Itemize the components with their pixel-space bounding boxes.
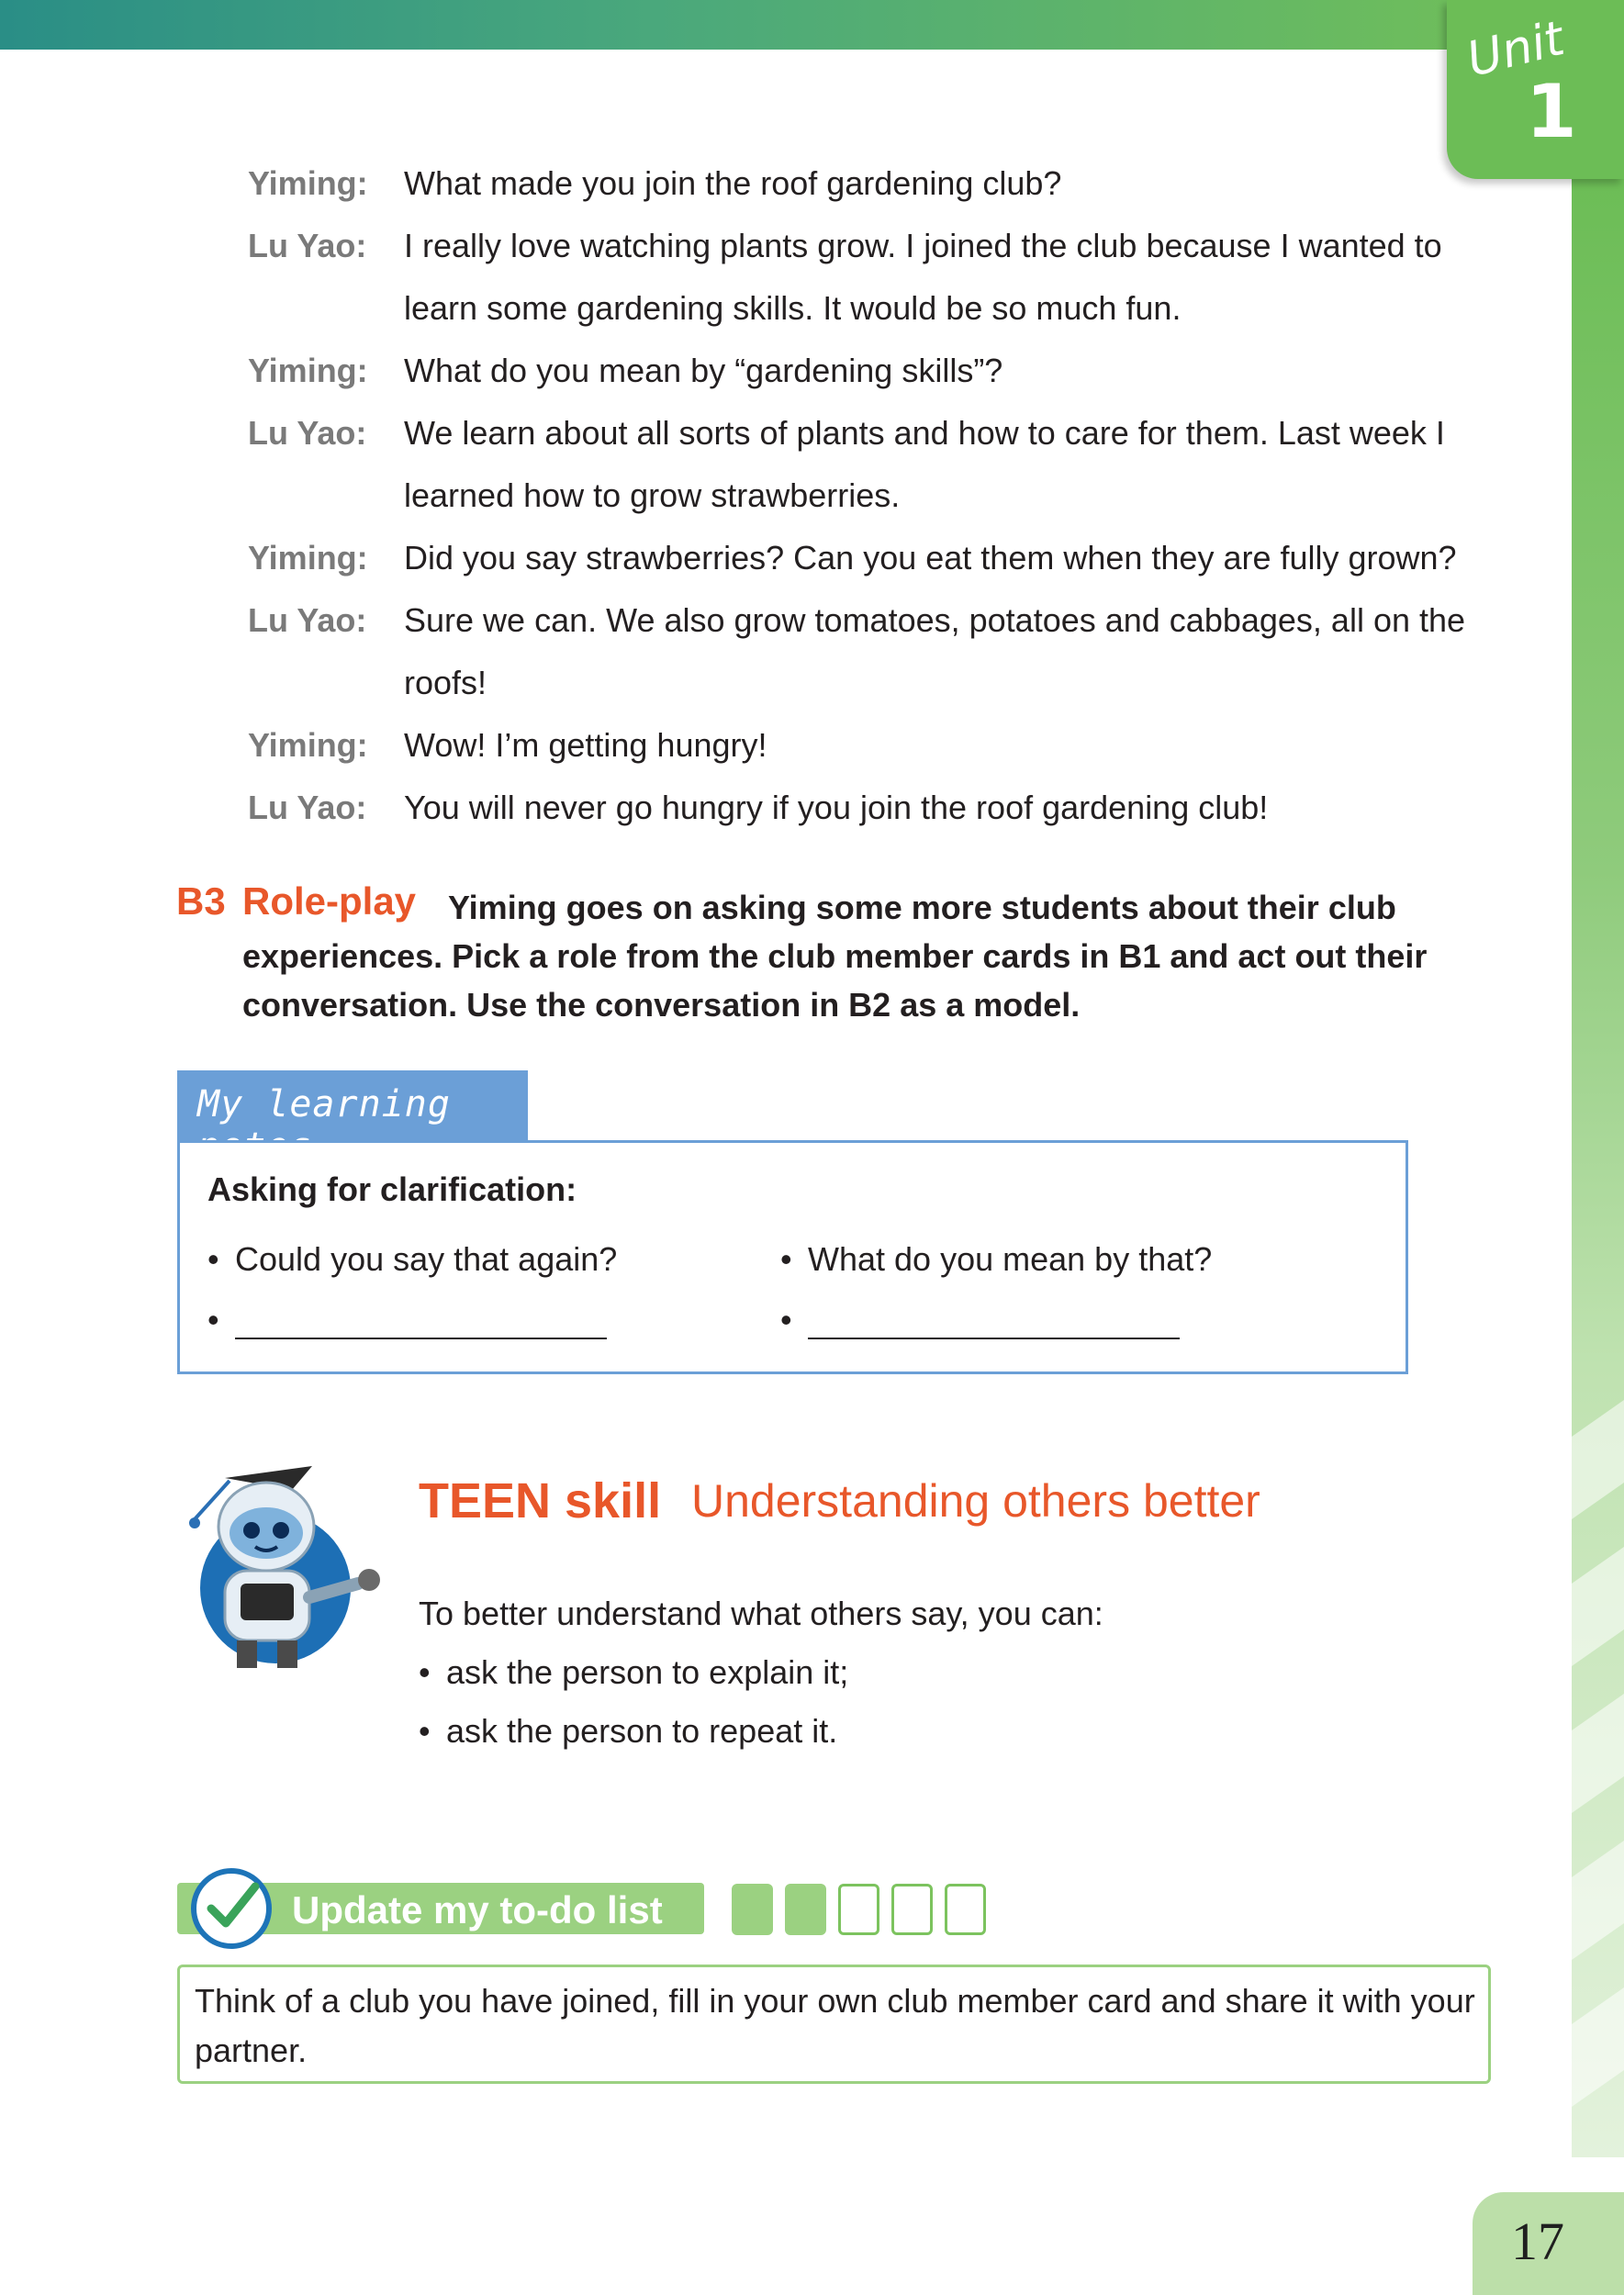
progress-box xyxy=(945,1884,986,1935)
speech-text: We learn about all sorts of plants and how to care for them. Last week I learned how to grow strawberries. xyxy=(404,414,1445,514)
dialogue-line xyxy=(248,527,1515,589)
bullet: • xyxy=(419,1653,431,1691)
bullet: • xyxy=(207,1301,219,1338)
page-number: 17 xyxy=(1511,2211,1564,2271)
strip-band xyxy=(1572,1841,1624,1960)
todo-box xyxy=(177,1965,1491,2084)
note-text: What do you mean by that? xyxy=(808,1240,1213,1278)
speaker-name: Yiming: xyxy=(248,352,368,389)
note-blank-item xyxy=(780,1301,1180,1339)
check-circle-icon xyxy=(191,1868,272,1949)
note-text: Could you say that again? xyxy=(235,1240,618,1278)
teen-skill-item xyxy=(419,1712,837,1751)
dialogue-line xyxy=(248,152,1515,215)
dialogue-line xyxy=(248,215,1515,340)
teen-skill-item xyxy=(419,1653,848,1692)
note-blank-item xyxy=(207,1301,607,1339)
speech-text: You will never go hungry if you join the roof gardening club! xyxy=(404,789,1269,826)
learning-notes-box xyxy=(177,1140,1408,1374)
blank-line[interactable] xyxy=(808,1310,1180,1339)
learning-notes-tab xyxy=(177,1070,528,1168)
dialogue-line xyxy=(248,402,1515,527)
speech-text: Did you say strawberries? Can you eat them when they are fully grown? xyxy=(404,539,1457,577)
b3-instruction: Yiming goes on asking some more students about their club experiences. Pick a role from the club member cards in B1 and act out their conversation. Use the conversation in B2 as a model. xyxy=(242,889,1428,1024)
progress-box xyxy=(732,1884,773,1935)
speaker-name: Yiming: xyxy=(248,164,368,202)
bullet: • xyxy=(419,1712,431,1750)
side-decoration-strip xyxy=(1572,179,1624,2157)
unit-label: Unit xyxy=(1462,11,1570,88)
dialogue-line xyxy=(248,714,1515,777)
teen-skill-intro: To better understand what others say, you can: xyxy=(419,1595,1103,1632)
progress-box xyxy=(785,1884,826,1935)
blank-line[interactable] xyxy=(235,1310,607,1339)
speech-text: What do you mean by “gardening skills”? xyxy=(404,352,1003,389)
notes-heading: Asking for clarification: xyxy=(207,1170,577,1208)
b3-title: Role-play xyxy=(242,879,417,923)
unit-number: 1 xyxy=(1526,69,1577,154)
note-item xyxy=(780,1240,1212,1279)
bullet: • xyxy=(780,1240,792,1278)
speaker-name: Yiming: xyxy=(248,726,368,764)
strip-band xyxy=(1572,1694,1624,1813)
teen-skill-label: TEEN skill xyxy=(419,1473,662,1528)
top-gradient-bar xyxy=(0,0,1450,50)
strip-band xyxy=(1572,1400,1624,1519)
teen-skill-title: Understanding others better xyxy=(691,1475,1260,1527)
bullet: • xyxy=(207,1240,219,1278)
speaker-name: Lu Yao: xyxy=(248,601,367,639)
strip-band xyxy=(1572,1987,1624,2107)
teen-skill-item-text: ask the person to explain it; xyxy=(446,1653,849,1691)
speaker-name: Lu Yao: xyxy=(248,789,367,826)
speaker-name: Lu Yao: xyxy=(248,227,367,264)
progress-box xyxy=(891,1884,933,1935)
speech-text: I really love watching plants grow. I joined the club because I wanted to learn some gardening skills. It would be so much fun. xyxy=(404,227,1442,327)
page-number-tab xyxy=(1473,2192,1624,2295)
dialogue xyxy=(248,152,1515,839)
progress-box xyxy=(838,1884,879,1935)
todo-title: Update my to-do list xyxy=(292,1888,663,1931)
todo-text: Think of a club you have joined, fill in your own club member card and share it with your partner. xyxy=(195,1982,1475,2069)
strip-band xyxy=(1572,1547,1624,1666)
dialogue-line xyxy=(248,340,1515,402)
speaker-name: Lu Yao: xyxy=(248,414,367,452)
speech-text: Sure we can. We also grow tomatoes, potatoes and cabbages, all on the roofs! xyxy=(404,601,1466,701)
dialogue-line xyxy=(248,589,1515,714)
speech-text: What made you join the roof gardening club? xyxy=(404,164,1062,202)
learning-notes-label: My learning notes xyxy=(197,1083,451,1168)
dialogue-line xyxy=(248,777,1515,839)
b3-code: B3 xyxy=(176,879,226,923)
teen-skill-item-text: ask the person to repeat it. xyxy=(446,1712,838,1750)
bullet: • xyxy=(780,1301,792,1338)
speech-text: Wow! I’m getting hungry! xyxy=(404,726,767,764)
speaker-name: Yiming: xyxy=(248,539,368,577)
note-item xyxy=(207,1240,617,1279)
graduation-robot-mascot xyxy=(174,1446,413,1685)
